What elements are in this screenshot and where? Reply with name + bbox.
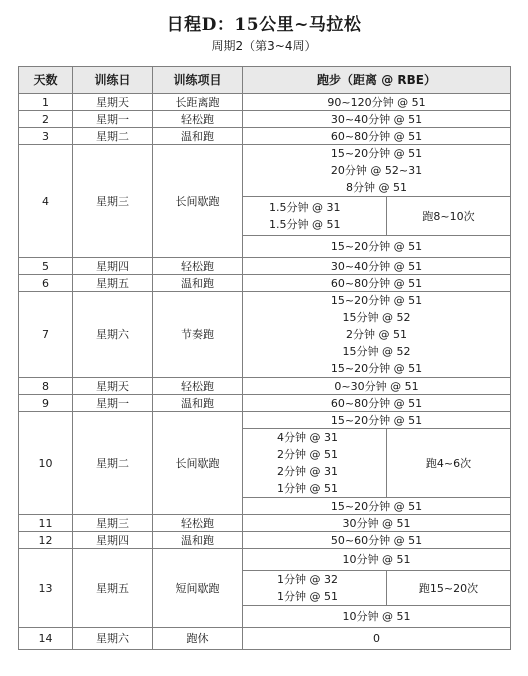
type-cell: 轻松跑 bbox=[153, 258, 243, 275]
run-cell: 30~40分钟 @ 51 bbox=[243, 258, 511, 275]
header-weekday: 训练日 bbox=[73, 67, 153, 94]
cooldown-cell: 15~20分钟 @ 51 bbox=[243, 236, 511, 258]
day-cell: 4 bbox=[19, 145, 73, 258]
interval-step: 2分钟 @ 31 bbox=[277, 465, 338, 478]
warmup-cell: 15~20分钟 @ 51 bbox=[243, 412, 511, 429]
day-cell: 13 bbox=[19, 549, 73, 628]
interval-step: 1分钟 @ 51 bbox=[277, 590, 338, 603]
interval-cell bbox=[243, 571, 387, 606]
weekday-cell: 星期六 bbox=[73, 628, 153, 650]
type-cell: 长间歇跑 bbox=[153, 412, 243, 515]
table-row bbox=[19, 111, 511, 128]
table-row bbox=[19, 128, 511, 145]
run-cell: 60~80分钟 @ 51 bbox=[243, 395, 511, 412]
cooldown-cell: 10分钟 @ 51 bbox=[243, 606, 511, 628]
interval-step: 1分钟 @ 32 bbox=[277, 573, 338, 586]
type-cell: 轻松跑 bbox=[153, 378, 243, 395]
warmup-step: 8分钟 @ 51 bbox=[346, 181, 407, 194]
warmup-cell: 10分钟 @ 51 bbox=[243, 549, 511, 571]
header-run: 跑步（距离 @ RBE） bbox=[243, 67, 511, 94]
type-cell: 节奏跑 bbox=[153, 292, 243, 378]
tempo-steps-cell bbox=[243, 292, 511, 378]
type-cell: 轻松跑 bbox=[153, 515, 243, 532]
tempo-step: 15分钟 @ 52 bbox=[342, 311, 411, 324]
table-row bbox=[19, 549, 511, 571]
interval-step: 1分钟 @ 51 bbox=[277, 482, 338, 495]
weekday-cell: 星期天 bbox=[73, 378, 153, 395]
interval-step: 1.5分钟 @ 31 bbox=[269, 201, 341, 214]
weekday-cell: 星期天 bbox=[73, 94, 153, 111]
weekday-cell: 星期四 bbox=[73, 258, 153, 275]
type-cell: 温和跑 bbox=[153, 275, 243, 292]
interval-step: 2分钟 @ 51 bbox=[277, 448, 338, 461]
interval-cell bbox=[243, 429, 387, 498]
type-cell: 轻松跑 bbox=[153, 111, 243, 128]
table-header-row bbox=[19, 67, 511, 94]
weekday-cell: 星期一 bbox=[73, 111, 153, 128]
table-row bbox=[19, 292, 511, 378]
table-row bbox=[19, 532, 511, 549]
table-row bbox=[19, 94, 511, 111]
interval-step: 1.5分钟 @ 51 bbox=[269, 218, 341, 231]
repeat-cell: 跑15~20次 bbox=[387, 571, 511, 606]
run-cell: 90~120分钟 @ 51 bbox=[243, 94, 511, 111]
run-cell: 30分钟 @ 51 bbox=[243, 515, 511, 532]
interval-cell bbox=[243, 197, 387, 236]
type-cell: 短间歇跑 bbox=[153, 549, 243, 628]
day-cell: 6 bbox=[19, 275, 73, 292]
day-cell: 11 bbox=[19, 515, 73, 532]
header-type: 训练项目 bbox=[153, 67, 243, 94]
weekday-cell: 星期五 bbox=[73, 275, 153, 292]
table-row bbox=[19, 145, 511, 197]
cooldown-cell: 15~20分钟 @ 51 bbox=[243, 498, 511, 515]
tempo-step: 15~20分钟 @ 51 bbox=[330, 294, 423, 307]
table-row bbox=[19, 412, 511, 429]
run-cell: 60~80分钟 @ 51 bbox=[243, 275, 511, 292]
day-cell: 3 bbox=[19, 128, 73, 145]
weekday-cell: 星期二 bbox=[73, 128, 153, 145]
day-cell: 9 bbox=[19, 395, 73, 412]
run-cell: 60~80分钟 @ 51 bbox=[243, 128, 511, 145]
page-title: 日程D：15公里~马拉松 bbox=[166, 15, 362, 35]
day-cell: 2 bbox=[19, 111, 73, 128]
run-cell: 30~40分钟 @ 51 bbox=[243, 111, 511, 128]
day-cell: 12 bbox=[19, 532, 73, 549]
day-cell: 5 bbox=[19, 258, 73, 275]
day-cell: 7 bbox=[19, 292, 73, 378]
tempo-step: 15~20分钟 @ 51 bbox=[330, 362, 423, 375]
weekday-cell: 星期四 bbox=[73, 532, 153, 549]
table-row bbox=[19, 395, 511, 412]
run-cell: 0 bbox=[243, 628, 511, 650]
type-cell: 长间歇跑 bbox=[153, 145, 243, 258]
weekday-cell: 星期三 bbox=[73, 515, 153, 532]
run-cell: 50~60分钟 @ 51 bbox=[243, 532, 511, 549]
warmup-step: 15~20分钟 @ 51 bbox=[330, 147, 423, 160]
type-cell: 跑休 bbox=[153, 628, 243, 650]
repeat-cell: 跑8~10次 bbox=[387, 197, 511, 236]
repeat-cell: 跑4~6次 bbox=[387, 429, 511, 498]
weekday-cell: 星期一 bbox=[73, 395, 153, 412]
table-row bbox=[19, 378, 511, 395]
type-cell: 长距离跑 bbox=[153, 94, 243, 111]
type-cell: 温和跑 bbox=[153, 532, 243, 549]
run-cell: 0~30分钟 @ 51 bbox=[243, 378, 511, 395]
warmup-cell bbox=[243, 145, 511, 197]
weekday-cell: 星期二 bbox=[73, 412, 153, 515]
weekday-cell: 星期五 bbox=[73, 549, 153, 628]
type-cell: 温和跑 bbox=[153, 395, 243, 412]
training-schedule-table bbox=[18, 66, 511, 650]
page-subtitle: 周期2（第3~4周） bbox=[211, 39, 317, 53]
day-cell: 1 bbox=[19, 94, 73, 111]
day-cell: 14 bbox=[19, 628, 73, 650]
table-row bbox=[19, 628, 511, 650]
day-cell: 10 bbox=[19, 412, 73, 515]
warmup-step: 20分钟 @ 52~31 bbox=[330, 164, 423, 177]
table-row bbox=[19, 275, 511, 292]
header-day: 天数 bbox=[19, 67, 73, 94]
weekday-cell: 星期三 bbox=[73, 145, 153, 258]
weekday-cell: 星期六 bbox=[73, 292, 153, 378]
tempo-step: 15分钟 @ 52 bbox=[342, 345, 411, 358]
table-row bbox=[19, 515, 511, 532]
table-row bbox=[19, 258, 511, 275]
day-cell: 8 bbox=[19, 378, 73, 395]
type-cell: 温和跑 bbox=[153, 128, 243, 145]
interval-step: 4分钟 @ 31 bbox=[277, 431, 338, 444]
tempo-step: 2分钟 @ 51 bbox=[346, 328, 407, 341]
